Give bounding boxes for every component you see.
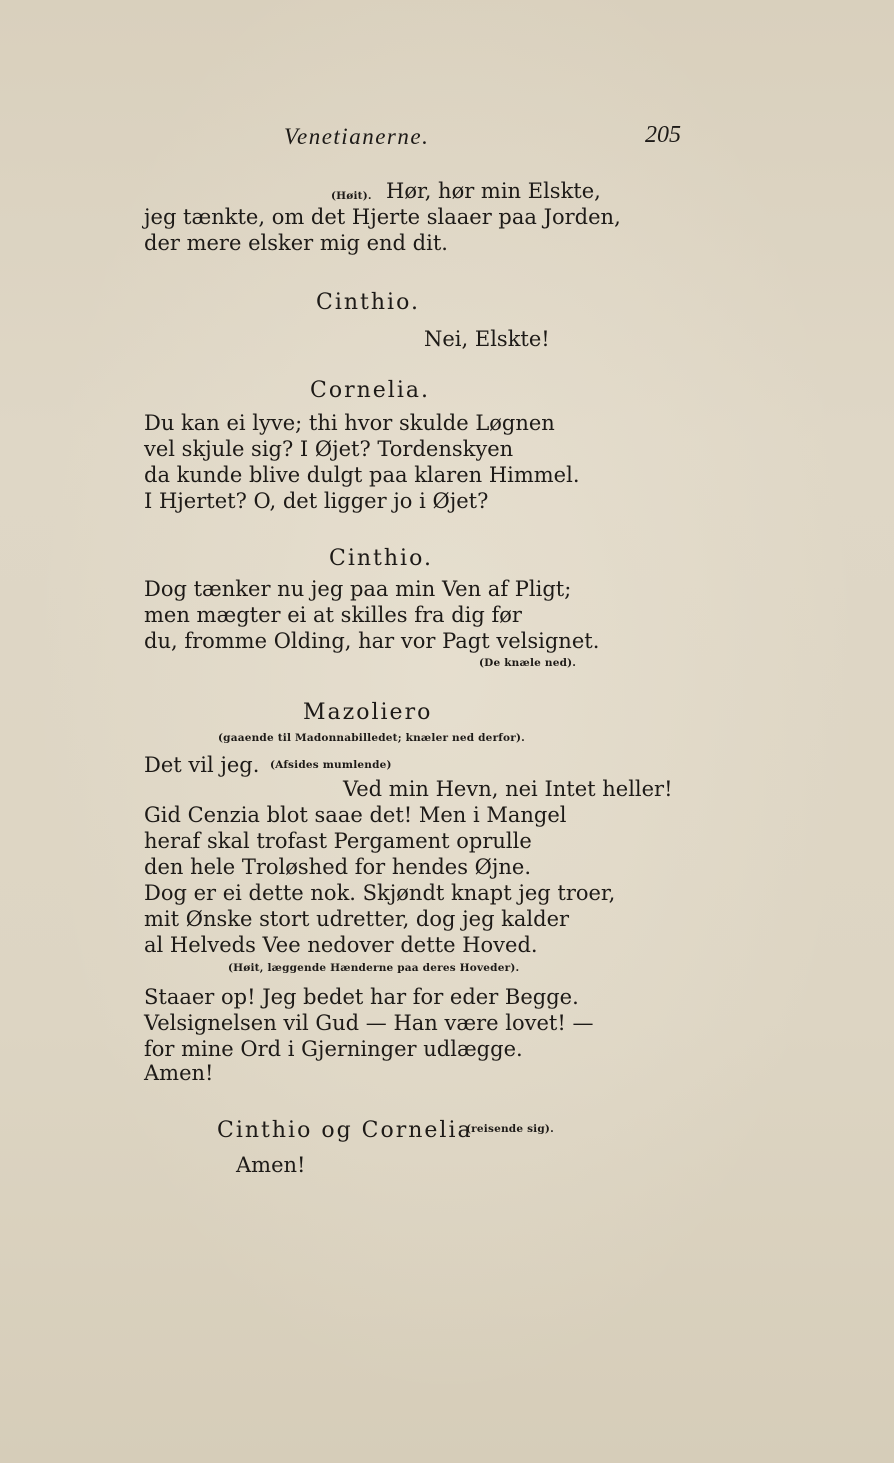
verse-line: der mere elsker mig end dit.	[144, 231, 448, 255]
verse-line: Amen!	[236, 1153, 306, 1177]
verse-line: Det vil jeg.	[144, 753, 260, 777]
speaker-name: Mazoliero	[303, 700, 433, 725]
verse-line: den hele Troløshed for hendes Øjne.	[144, 855, 532, 879]
verse-line: heraf skal trofast Pergament oprulle	[144, 829, 532, 853]
verse-line: I Hjertet? O, det ligger jo i Øjet?	[144, 489, 489, 513]
stage-direction: (gaaende til Madonnabilledet; knæler ned derfor).	[218, 732, 525, 744]
verse-line: du, fromme Olding, har vor Pagt velsignet.	[144, 629, 600, 653]
verse-line: Hør, hør min Elskte,	[386, 179, 601, 203]
verse-line: Gid Cenzia blot saae det! Men i Mangel	[144, 803, 567, 827]
verse-line: da kunde blive dulgt paa klaren Himmel.	[144, 463, 580, 487]
verse-line: mit Ønske stort udretter, dog jeg kalder	[144, 907, 570, 931]
verse-line: Amen!	[144, 1061, 214, 1085]
page-number: 205	[645, 122, 681, 148]
verse-line: al Helveds Vee nedover dette Hoved.	[144, 933, 538, 957]
stage-direction: (De knæle ned).	[479, 657, 577, 669]
verse-line: Velsignelsen vil Gud — Han være lovet! —	[144, 1011, 594, 1035]
verse-line: men mægter ei at skilles fra dig før	[144, 603, 522, 627]
stage-direction: (Afsides mumlende)	[270, 759, 392, 771]
verse-line: Ved min Hevn, nei Intet heller!	[343, 777, 673, 801]
speaker-name: Cinthio og Cornelia	[217, 1118, 473, 1143]
verse-line: Nei, Elskte!	[424, 327, 550, 351]
running-title: Venetianerne.	[284, 124, 430, 149]
verse-line: Du kan ei lyve; thi hvor skulde Løgnen	[144, 411, 555, 435]
verse-line: Staaer op! Jeg bedet har for eder Begge.	[144, 985, 579, 1009]
speaker-name: Cinthio.	[316, 290, 420, 315]
verse-line: vel skjule sig? I Øjet? Tordenskyen	[144, 437, 514, 461]
verse-line: jeg tænkte, om det Hjerte slaaer paa Jorden,	[144, 205, 621, 229]
verse-line: Dog tænker nu jeg paa min Ven af Pligt;	[144, 577, 572, 601]
stage-direction: (Høit, læggende Hænderne paa deres Hoveder).	[228, 962, 520, 974]
stage-direction: (reisende sig).	[466, 1123, 554, 1135]
speaker-name: Cornelia.	[310, 378, 430, 403]
stage-direction: (Høit).	[331, 190, 372, 202]
verse-line: for mine Ord i Gjerninger udlægge.	[144, 1037, 523, 1061]
verse-line: Dog er ei dette nok. Skjøndt knapt jeg troer,	[144, 881, 616, 905]
speaker-name: Cinthio.	[329, 546, 433, 571]
